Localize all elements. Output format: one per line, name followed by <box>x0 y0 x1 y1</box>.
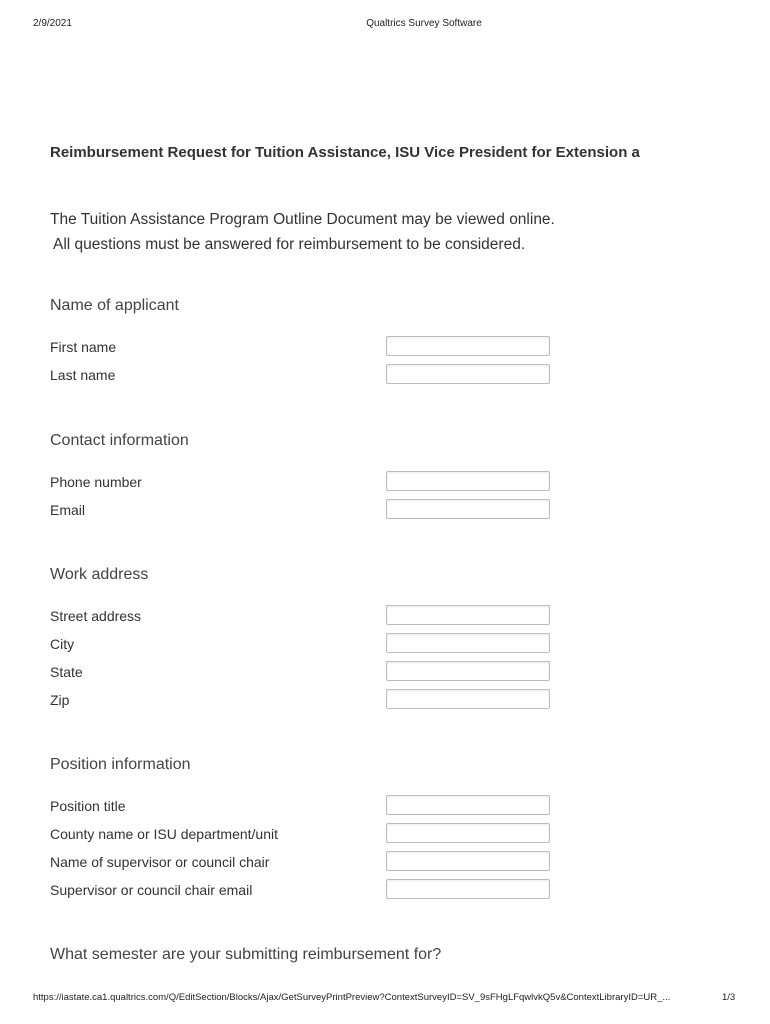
question-title-work-address: Work address <box>50 566 149 583</box>
field-label-phone: Phone number <box>50 474 142 490</box>
county-department-input[interactable] <box>386 823 550 843</box>
print-date: 2/9/2021 <box>33 18 72 29</box>
street-address-input[interactable] <box>386 605 550 625</box>
print-header <box>0 18 770 32</box>
field-label-last-name: Last name <box>50 367 116 383</box>
survey-intro <box>50 207 555 257</box>
survey-title: Reimbursement Request for Tuition Assistance, ISU Vice President for Extension a <box>50 144 640 161</box>
question-title-position: Position information <box>50 756 191 773</box>
print-app-title: Qualtrics Survey Software <box>366 18 482 29</box>
print-url: https://iastate.ca1.qualtrics.com/Q/EditSection/Blocks/Ajax/GetSurveyPrintPreview?ContextSurveyID=SV_9sFHgLFqwlvkQ5v&ContextLibraryID=UR_... <box>33 992 671 1003</box>
supervisor-name-input[interactable] <box>386 851 550 871</box>
position-title-input[interactable] <box>386 795 550 815</box>
print-footer <box>0 992 770 1006</box>
state-input[interactable] <box>386 661 550 681</box>
field-label-position-title: Position title <box>50 798 126 814</box>
field-label-state: State <box>50 664 83 680</box>
last-name-input[interactable] <box>386 364 550 384</box>
question-title-semester: What semester are your submitting reimbursement for? <box>50 946 442 963</box>
field-label-city: City <box>50 636 75 652</box>
first-name-input[interactable] <box>386 336 550 356</box>
field-label-supervisor-email: Supervisor or council chair email <box>50 882 253 898</box>
email-input[interactable] <box>386 499 550 519</box>
print-page-number: 1/3 <box>722 992 736 1003</box>
zip-input[interactable] <box>386 689 550 709</box>
question-title-name: Name of applicant <box>50 297 179 314</box>
field-label-supervisor-name: Name of supervisor or council chair <box>50 854 270 870</box>
intro-line-1: The Tuition Assistance Program Outline Document may be viewed online. <box>50 211 555 228</box>
field-label-county: County name or ISU department/unit <box>50 826 279 842</box>
supervisor-email-input[interactable] <box>386 879 550 899</box>
field-label-email: Email <box>50 502 86 518</box>
question-title-contact: Contact information <box>50 432 189 449</box>
field-label-street: Street address <box>50 608 142 624</box>
intro-line-2: All questions must be answered for reimbursement to be considered. <box>53 236 526 253</box>
city-input[interactable] <box>386 633 550 653</box>
field-label-first-name: First name <box>50 339 117 355</box>
phone-number-input[interactable] <box>386 471 550 491</box>
field-label-zip: Zip <box>50 692 70 708</box>
